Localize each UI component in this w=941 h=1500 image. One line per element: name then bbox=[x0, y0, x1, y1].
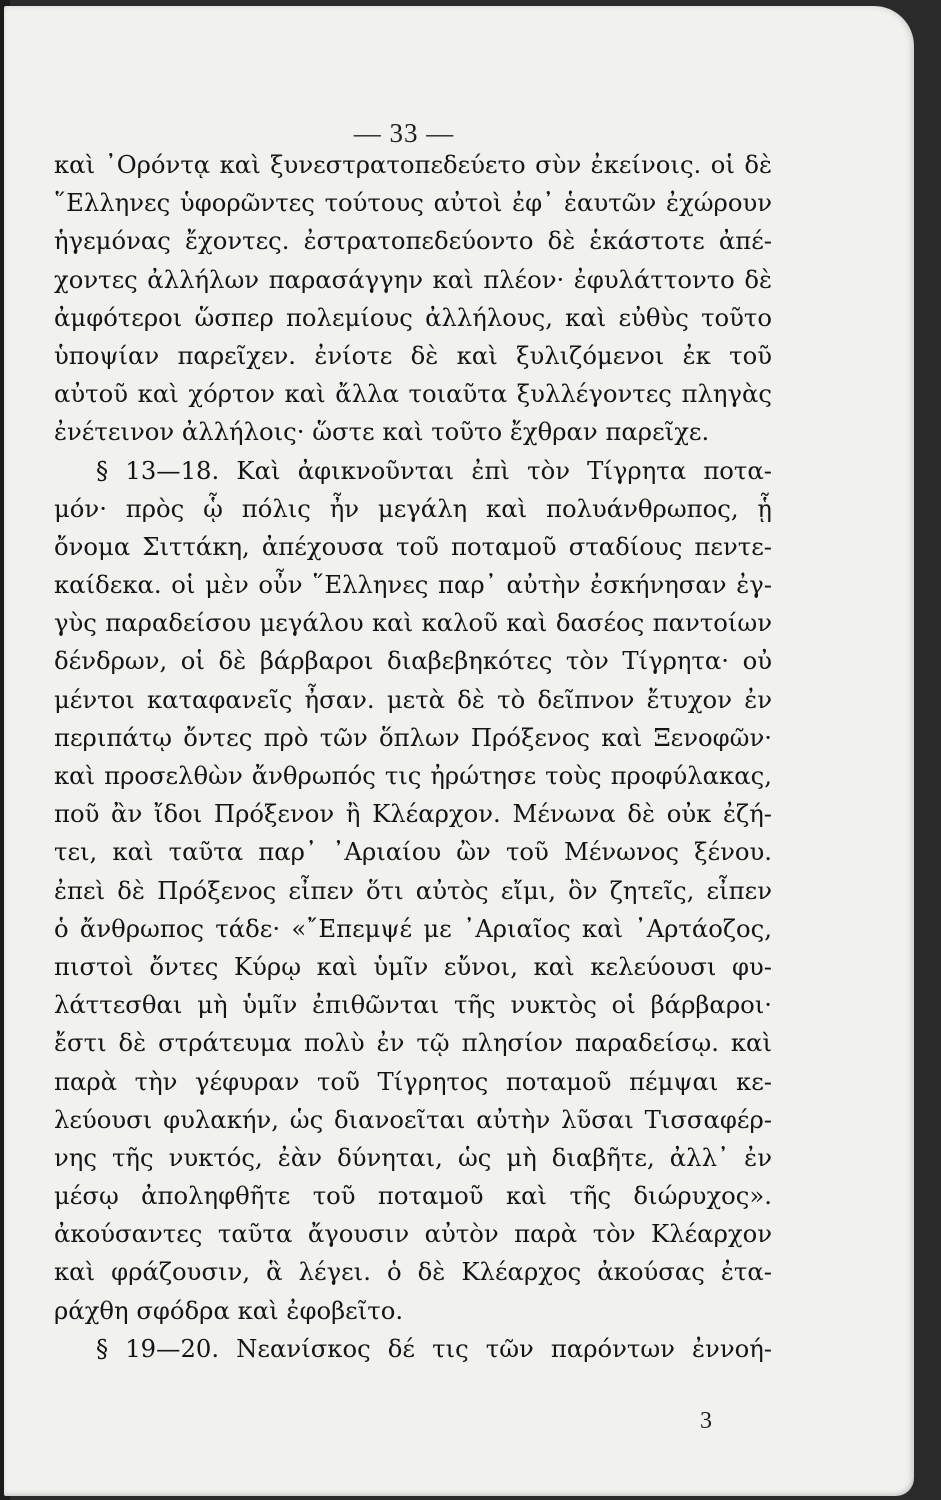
text-line: ἀμφότεροι ὥσπερ πολεμίους ἀλλήλους, καὶ εὐθὺς τοῦτο bbox=[54, 302, 772, 332]
text-line: χοντες ἀλλήλων παρασάγγην καὶ πλέον· ἐφυλάττοντο δὲ bbox=[54, 264, 772, 294]
text-line: πιστοὶ ὄντες Κύρῳ καὶ ὑμῖν εὔνοι, καὶ κελεύουσι φυ- bbox=[54, 951, 772, 981]
text-line: ὄνομα Σιττάκη, ἀπέχουσα τοῦ ποταμοῦ σταδίους πεντε- bbox=[54, 531, 772, 561]
text-line: ἐπεὶ δὲ Πρόξενος εἶπεν ὅτι αὐτὸς εἴμι, ὃν ζητεῖς, εἶπεν bbox=[54, 875, 772, 905]
section-heading-line: § 13—18. Καὶ ἀφικνοῦνται ἐπὶ τὸν Τίγρητα ποτα- bbox=[96, 455, 772, 485]
text-line: νης τῆς νυκτός, ἐὰν δύνηται, ὡς μὴ διαβῆτε, ἀλλ᾿ ἐν bbox=[54, 1142, 772, 1172]
text-line: δένδρων, οἱ δὲ βάρβαροι διαβεβηκότες τὸν Τίγρητα· οὐ bbox=[54, 646, 772, 676]
text-line: καὶ φράζουσιν, ἃ λέγει. ὁ δὲ Κλέαρχος ἀκούσας ἐτα- bbox=[54, 1257, 772, 1287]
body-text bbox=[54, 146, 772, 1368]
section-heading-line: § 19—20. Νεανίσκος δέ τις τῶν παρόντων ἐννοή- bbox=[96, 1333, 772, 1363]
text-line: ῞Ελληνες ὑφορῶντες τούτους αὐτοὶ ἐφ᾿ ἑαυτῶν ἐχώρουν bbox=[54, 188, 772, 218]
signature-mark: 3 bbox=[700, 1408, 712, 1434]
text-line: ὁ ἄνθρωπος τάδε· «῎Επεμψέ με ᾿Αριαῖος καὶ ᾿Αρτάοζος, bbox=[54, 913, 772, 943]
text-line: αὐτοῦ καὶ χόρτον καὶ ἄλλα τοιαῦτα ξυλλέγοντες πληγὰς bbox=[54, 379, 772, 409]
book-page bbox=[4, 6, 914, 1496]
text-line: περιπάτῳ ὄντες πρὸ τῶν ὅπλων Πρόξενος καὶ Ξενοφῶν· bbox=[54, 722, 772, 752]
text-line: λεύουσι φυλακήν, ὡς διανοεῖται αὐτὴν λῦσαι Τισσαφέρ- bbox=[54, 1104, 772, 1134]
text-line: ποῦ ἂν ἴδοι Πρόξενον ἢ Κλέαρχον. Μένωνα δὲ οὐκ ἐζή- bbox=[54, 799, 772, 829]
text-line: λάττεσθαι μὴ ὑμῖν ἐπιθῶνται τῆς νυκτὸς οἱ βάρβαροι· bbox=[54, 990, 772, 1020]
page-number-header: — 33 — bbox=[353, 118, 455, 148]
text-line: μέσῳ ἀποληφθῆτε τοῦ ποταμοῦ καὶ τῆς διώρυχος». bbox=[54, 1181, 772, 1211]
text-line: ἐνέτεινον ἀλλήλοις· ὥστε καὶ τοῦτο ἔχθραν παρεῖχε. bbox=[54, 417, 710, 447]
text-line: τει, καὶ ταῦτα παρ᾿ ᾿Αριαίου ὢν τοῦ Μένωνος ξένου. bbox=[54, 837, 772, 867]
text-line: ἀκούσαντες ταῦτα ἄγουσιν αὐτὸν παρὰ τὸν Κλέαρχον bbox=[54, 1219, 772, 1249]
text-line: παρὰ τὴν γέφυραν τοῦ Τίγρητος ποταμοῦ πέμψαι κε- bbox=[54, 1066, 772, 1096]
text-line: καὶ ᾿Ορόντᾳ καὶ ξυνεστρατοπεδεύετο σὺν ἐκείνοις. οἱ δὲ bbox=[54, 150, 772, 179]
text-line: καίδεκα. οἱ μὲν οὖν ῞Ελληνες παρ᾿ αὐτὴν ἐσκήνησαν ἐγ- bbox=[54, 570, 772, 600]
text-line: ἔστι δὲ στράτευμα πολὺ ἐν τῷ πλησίον παραδείσῳ. καὶ bbox=[54, 1028, 772, 1058]
text-line: γὺς παραδείσου μεγάλου καὶ καλοῦ καὶ δασέος παντοίων bbox=[54, 608, 772, 638]
text-line: ράχθη σφόδρα καὶ ἐφοβεῖτο. bbox=[54, 1295, 404, 1325]
text-line: ἡγεμόνας ἔχοντες. ἐστρατοπεδεύοντο δὲ ἑκάστοτε ἀπέ- bbox=[54, 226, 772, 256]
text-line: καὶ προσελθὼν ἄνθρωπός τις ἠρώτησε τοὺς προφύλακας, bbox=[54, 761, 772, 790]
text-line: μόν· πρὸς ᾧ πόλις ἦν μεγάλη καὶ πολυάνθρωπος, ᾗ bbox=[54, 493, 772, 523]
text-line: μέντοι καταφανεῖς ἦσαν. μετὰ δὲ τὸ δεῖπνον ἔτυχον ἐν bbox=[54, 684, 772, 714]
text-line: ὑποψίαν παρεῖχεν. ἐνίοτε δὲ καὶ ξυλιζόμενοι ἐκ τοῦ bbox=[54, 340, 772, 370]
